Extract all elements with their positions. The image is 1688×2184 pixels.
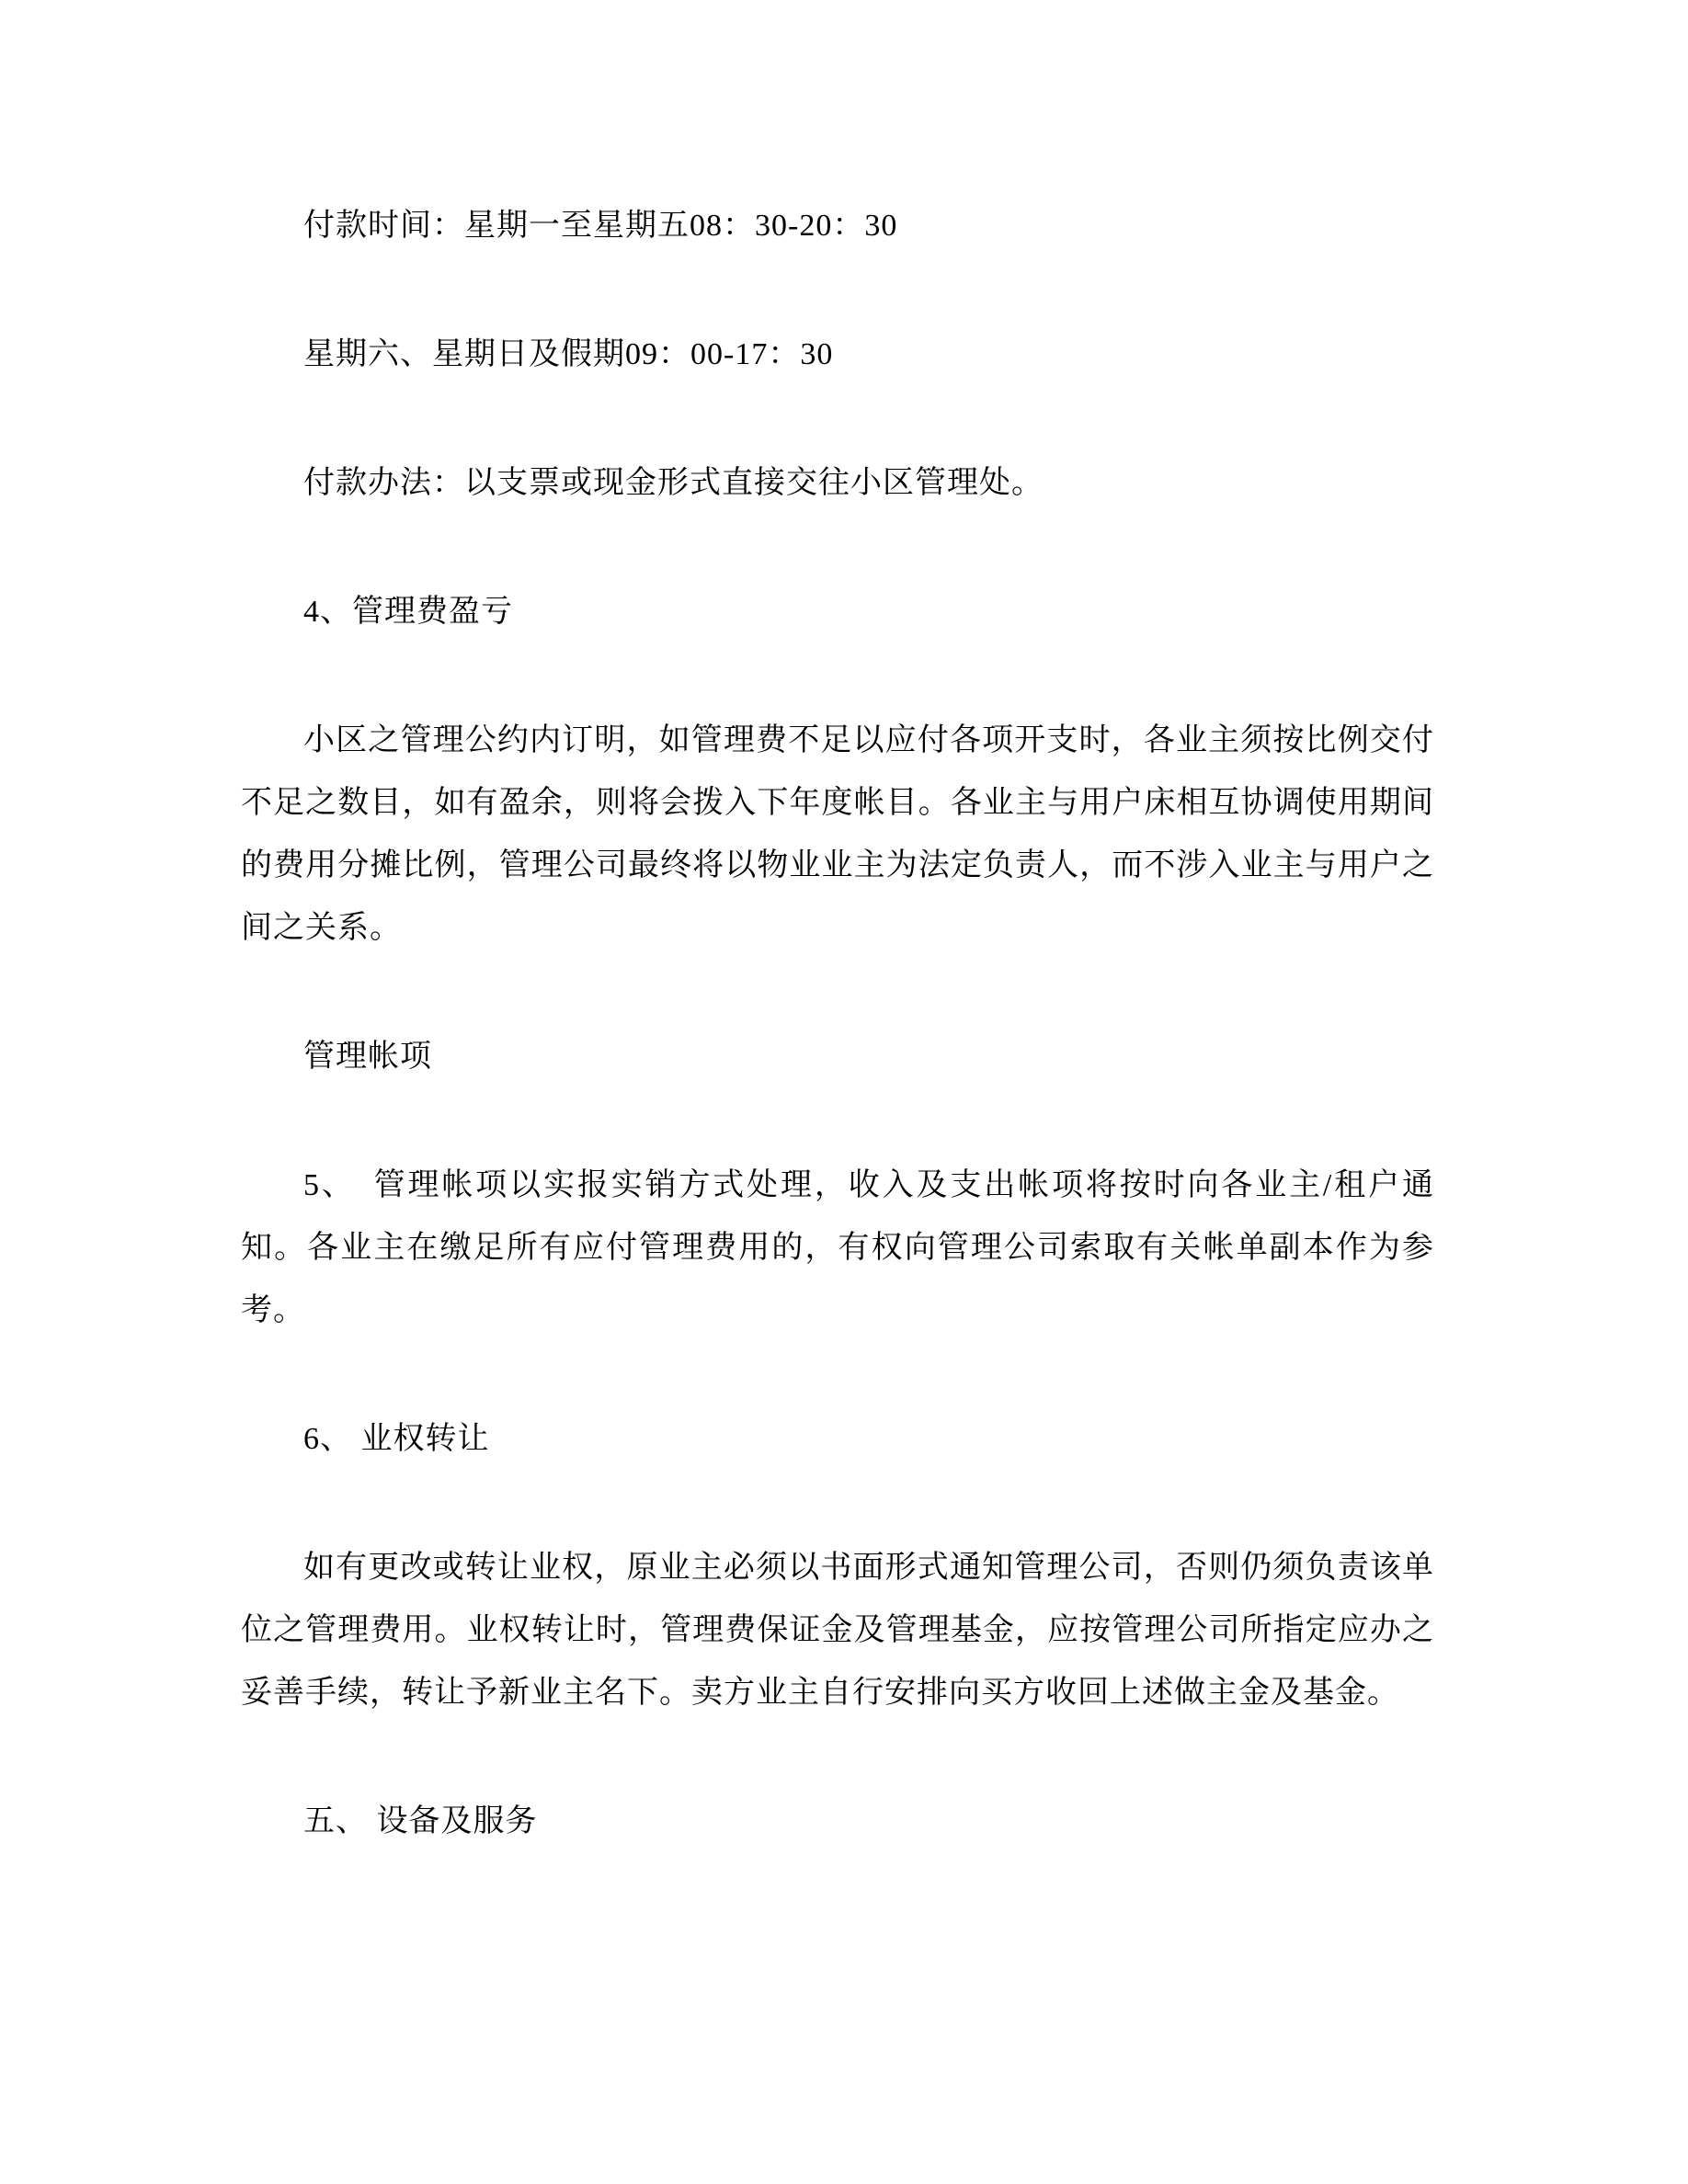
paragraph-management-accounts-detail: 5、 管理帐项以实报实销方式处理，收入及支出帐项将按时向各业主/租户通知。各业主在缴足所有应付管理费用的，有权向管理公司索取有关帐单副本作为参考。: [241, 1168, 1434, 1327]
heading-management-accounts: 管理帐项: [303, 1040, 432, 1074]
paragraph-ownership-transfer-detail: 如有更改或转让业权，原业主必须以书面形式通知管理公司，否则仍须负责该单位之管理费用。业权转让时，管理费保证金及管理基金，应按管理公司所指定应办之妥善手续，转让予新业主名下。卖方业主自行安排向买方收回上述做主金及基金。: [241, 1551, 1434, 1710]
heading-equipment-and-services: 五、 设备及服务: [303, 1804, 538, 1838]
paragraph-management-fee-detail: 小区之管理公约内订明，如管理费不足以应付各项开支时，各业主须按比例交付不足之数目，如有盈余，则将会拨入下年度帐目。各业主与用户床相互协调使用期间的费用分摊比例，管理公司最终将以物业业主为法定负责人，而不涉入业主与用户之间之关系。: [241, 723, 1434, 945]
paragraph-payment-method: 付款办法：以支票或现金形式直接交往小区管理处。: [303, 466, 1044, 500]
paragraph-payment-time: 付款时间：星期一至星期五08：30-20：30: [303, 209, 898, 243]
paragraph-weekend-hours: 星期六、星期日及假期09：00-17：30: [303, 337, 834, 371]
heading-ownership-transfer: 6、 业权转让: [303, 1422, 490, 1456]
heading-management-fee-surplus-deficit: 4、管理费盈亏: [303, 595, 513, 629]
